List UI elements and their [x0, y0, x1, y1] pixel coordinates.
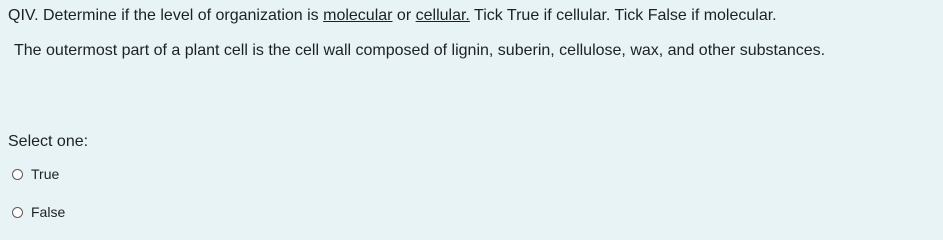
select-one-prompt: Select one: — [8, 133, 89, 150]
answer-option-false-label: False — [31, 204, 66, 220]
answer-option-true[interactable] — [12, 165, 59, 183]
question-heading — [8, 6, 777, 26]
term-molecular: molecular — [323, 7, 393, 24]
answer-option-true-label: True — [31, 166, 60, 182]
question-instruction: Tick True if cellular. Tick False if molecular. — [469, 7, 777, 24]
question-or: or — [392, 7, 416, 24]
radio-true[interactable] — [12, 169, 23, 180]
answer-option-false[interactable] — [12, 203, 65, 221]
term-cellular: cellular. — [415, 7, 470, 24]
radio-false[interactable] — [12, 207, 23, 218]
question-statement: The outermost part of a plant cell is the cell wall composed of lignin, suberin, cellulose, wax, and other substances. — [14, 42, 826, 59]
question-intro: QIV. Determine if the level of organization is — [8, 7, 324, 24]
